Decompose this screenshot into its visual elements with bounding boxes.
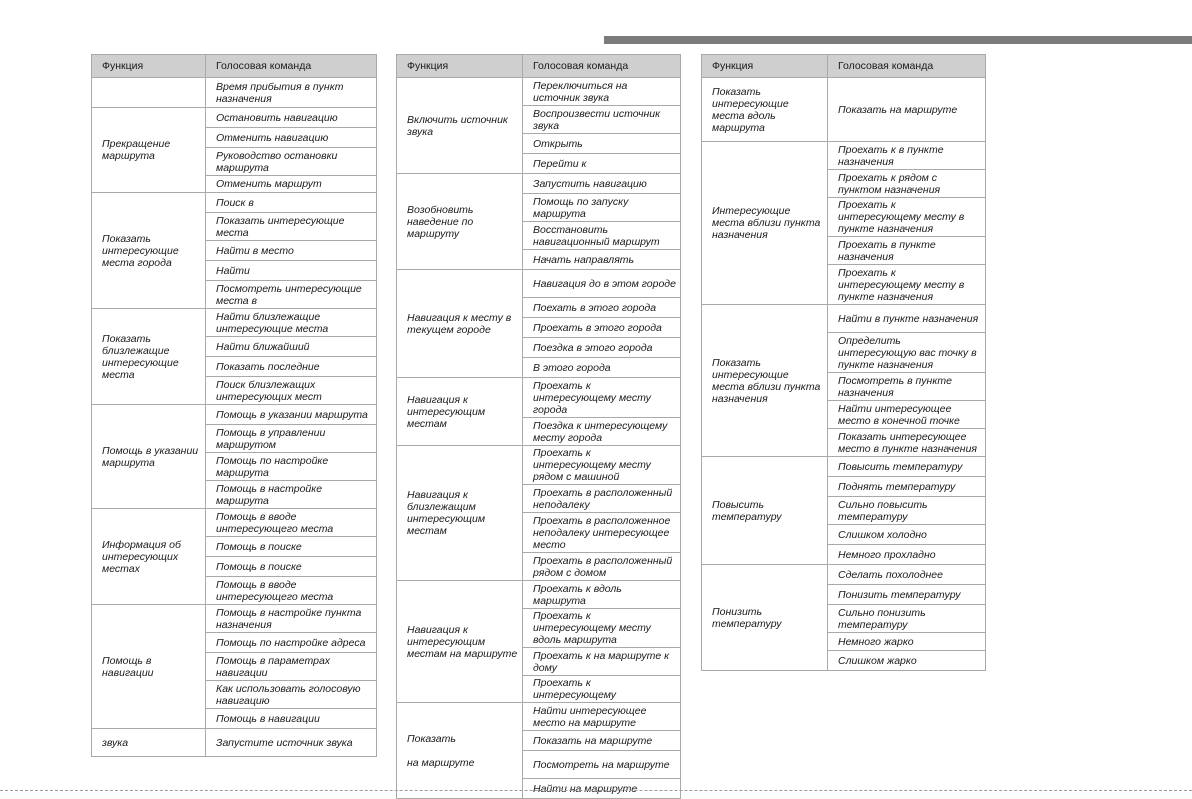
- function-cell: Навигация к близлежащим интересующим местам: [397, 446, 523, 581]
- voice-command-cell: Показать интересующее место в пункте назначения: [828, 429, 986, 457]
- voice-command-cell: Проехать к интересующему месту в пункте назначения: [828, 265, 986, 305]
- voice-command-cell: Найти интересующее место в конечной точке: [828, 401, 986, 429]
- voice-command-cell: Проехать к интересующему месту в пункте назначения: [828, 198, 986, 237]
- voice-command-cell: Показать интересующие места: [206, 213, 377, 241]
- command-header: Голосовая команда: [828, 55, 986, 78]
- table-row: [397, 174, 681, 194]
- table-header-row: [702, 55, 986, 78]
- voice-command-cell: Проехать к рядом с пунктом назначения: [828, 170, 986, 198]
- voice-command-cell: Понизить температуру: [828, 585, 986, 605]
- table-row: [92, 729, 377, 757]
- voice-command-cell: Показать последние: [206, 357, 377, 377]
- voice-command-cell: Остановить навигацию: [206, 108, 377, 128]
- voice-command-cell: Найти ближайший: [206, 337, 377, 357]
- voice-command-cell: Помощь в настройке пункта назначения: [206, 605, 377, 633]
- voice-command-cell: Поиск в: [206, 193, 377, 213]
- voice-command-cell: Найти интересующее место на маршруте: [523, 703, 681, 731]
- function-cell: Включить источник звука: [397, 78, 523, 174]
- voice-command-cell: Повысить температуру: [828, 457, 986, 477]
- function-cell: Показать на маршруте: [397, 703, 523, 799]
- function-cell: Показать интересующие места города: [92, 193, 206, 309]
- function-cell: Показать интересующие места вдоль маршрута: [702, 78, 828, 142]
- function-cell: Навигация к месту в текущем городе: [397, 270, 523, 378]
- voice-command-cell: Слишком жарко: [828, 651, 986, 671]
- command-header: Голосовая команда: [206, 55, 377, 78]
- voice-command-cell: Посмотреть на маршруте: [523, 751, 681, 779]
- voice-command-cell: Проехать к интересующему: [523, 676, 681, 703]
- table-row: [92, 108, 377, 128]
- voice-command-cell: Поездка к интересующему месту города: [523, 418, 681, 446]
- voice-command-cell: Проехать в расположенный неподалеку: [523, 485, 681, 513]
- function-cell: Повысить температуру: [702, 457, 828, 565]
- table-row: [92, 78, 377, 108]
- table-header-row: [92, 55, 377, 78]
- voice-command-table-1: [91, 54, 377, 757]
- voice-command-cell: Помощь в навигации: [206, 709, 377, 729]
- voice-command-cell: Помощь в настройке маршрута: [206, 481, 377, 509]
- function-cell: Навигация к интересующим местам на маршруте: [397, 581, 523, 703]
- voice-command-cell: Проехать к интересующему месту города: [523, 378, 681, 418]
- voice-command-cell: Руководство остановки маршрута: [206, 148, 377, 176]
- table-row: [702, 457, 986, 477]
- function-cell: Навигация к интересующим местам: [397, 378, 523, 446]
- function-cell: [92, 78, 206, 108]
- voice-command-table-2: [396, 54, 681, 799]
- voice-command-cell: Проехать в пункте назначения: [828, 237, 986, 265]
- voice-command-cell: Помощь в вводе интересующего места: [206, 509, 377, 537]
- voice-command-cell: Проехать в расположенный рядом с домом: [523, 553, 681, 581]
- command-header: Голосовая команда: [523, 55, 681, 78]
- page-bottom-rule: [0, 790, 1192, 791]
- voice-command-cell: Найти в место: [206, 241, 377, 261]
- voice-command-cell: Помощь по настройке адреса: [206, 633, 377, 653]
- function-cell: звука: [92, 729, 206, 757]
- table-row: [92, 405, 377, 425]
- voice-command-cell: Отменить маршрут: [206, 176, 377, 193]
- voice-command-cell: Воспроизвести источник звука: [523, 106, 681, 134]
- voice-command-cell: Проехать в расположенное неподалеку интересующее место: [523, 513, 681, 553]
- voice-command-cell: Найти близлежащие интересующие места: [206, 309, 377, 337]
- voice-command-cell: Проехать к вдоль маршрута: [523, 581, 681, 609]
- voice-command-cell: Начать направлять: [523, 250, 681, 270]
- voice-command-cell: Показать на маршруте: [828, 78, 986, 142]
- table-row: [92, 605, 377, 633]
- voice-command-cell: Помощь в поиске: [206, 537, 377, 557]
- voice-command-cell: Посмотреть в пункте назначения: [828, 373, 986, 401]
- function-cell: Показать близлежащие интересующие места: [92, 309, 206, 405]
- voice-command-cell: Переключиться на источник звука: [523, 78, 681, 106]
- function-header: Функция: [92, 55, 206, 78]
- table-header-row: [397, 55, 681, 78]
- voice-command-cell: Помощь в поиске: [206, 557, 377, 577]
- voice-command-cell: Найти в пункте назначения: [828, 305, 986, 333]
- function-cell: Возобновить наведение по маршруту: [397, 174, 523, 270]
- voice-command-cell: Сделать похолоднее: [828, 565, 986, 585]
- voice-command-cell: Сильно понизить температуру: [828, 605, 986, 633]
- voice-command-cell: Помощь в вводе интересующего места: [206, 577, 377, 605]
- voice-command-cell: Сильно повысить температуру: [828, 497, 986, 525]
- voice-command-cell: Определить интересующую вас точку в пункте назначения: [828, 333, 986, 373]
- function-cell: Интересующие места вблизи пункта назначения: [702, 142, 828, 305]
- voice-command-cell: Навигация до в этом городе: [523, 270, 681, 298]
- voice-command-cell: Запустить навигацию: [523, 174, 681, 194]
- voice-command-cell: Проехать к интересующему месту рядом с машиной: [523, 446, 681, 485]
- table-row: [702, 305, 986, 333]
- voice-command-cell: Показать на маршруте: [523, 731, 681, 751]
- voice-command-cell: Отменить навигацию: [206, 128, 377, 148]
- table-row: [397, 446, 681, 485]
- voice-command-cell: Помощь в параметрах навигации: [206, 653, 377, 681]
- voice-command-cell: Восстановить навигационный маршрут: [523, 222, 681, 250]
- voice-command-cell: Проехать к интересующему месту вдоль маршрута: [523, 609, 681, 648]
- table-row: [397, 270, 681, 298]
- voice-command-cell: Поехать в этого города: [523, 298, 681, 318]
- voice-command-cell: Поездка в этого города: [523, 338, 681, 358]
- voice-command-cell: Поднять температуру: [828, 477, 986, 497]
- function-cell: Информация об интересующих местах: [92, 509, 206, 605]
- voice-command-cell: Как использовать голосовую навигацию: [206, 681, 377, 709]
- voice-command-cell: Запустите источник звука: [206, 729, 377, 757]
- function-cell: Прекращение маршрута: [92, 108, 206, 193]
- voice-command-cell: В этого города: [523, 358, 681, 378]
- voice-command-cell: Помощь в указании маршрута: [206, 405, 377, 425]
- header-band: [604, 36, 1192, 44]
- function-cell: Понизить температуру: [702, 565, 828, 671]
- table-row: [397, 78, 681, 106]
- voice-command-cell: Открыть: [523, 134, 681, 154]
- table-row: [702, 142, 986, 170]
- voice-command-cell: Слишком холодно: [828, 525, 986, 545]
- voice-command-cell: Перейти к: [523, 154, 681, 174]
- function-cell: Показать интересующие места вблизи пункта назначения: [702, 305, 828, 457]
- table-row: [702, 78, 986, 142]
- function-header: Функция: [702, 55, 828, 78]
- table-row: [92, 509, 377, 537]
- voice-command-cell: Поиск близлежащих интересующих мест: [206, 377, 377, 405]
- table-row: [397, 378, 681, 418]
- voice-command-cell: Проехать к в пункте назначения: [828, 142, 986, 170]
- voice-command-cell: Немного прохладно: [828, 545, 986, 565]
- table-row: [397, 581, 681, 609]
- voice-command-cell: Проехать к на маршруте к дому: [523, 648, 681, 676]
- voice-command-cell: Найти: [206, 261, 377, 281]
- table-row: [92, 193, 377, 213]
- table-row: [702, 565, 986, 585]
- voice-command-cell: Помощь в управлении маршрутом: [206, 425, 377, 453]
- table-row: [92, 309, 377, 337]
- function-cell: Помощь в навигации: [92, 605, 206, 729]
- voice-command-cell: Помощь по запуску маршрута: [523, 194, 681, 222]
- voice-command-cell: Помощь по настройке маршрута: [206, 453, 377, 481]
- voice-command-cell: Найти на маршруте: [523, 779, 681, 799]
- function-header: Функция: [397, 55, 523, 78]
- voice-command-table-3: [701, 54, 986, 671]
- table-row: [397, 703, 681, 731]
- function-cell: Помощь в указании маршрута: [92, 405, 206, 509]
- voice-command-cell: Проехать в этого города: [523, 318, 681, 338]
- voice-command-cell: Время прибытия в пункт назначения: [206, 78, 377, 108]
- voice-command-cell: Посмотреть интересующие места в: [206, 281, 377, 309]
- voice-command-cell: Немного жарко: [828, 633, 986, 651]
